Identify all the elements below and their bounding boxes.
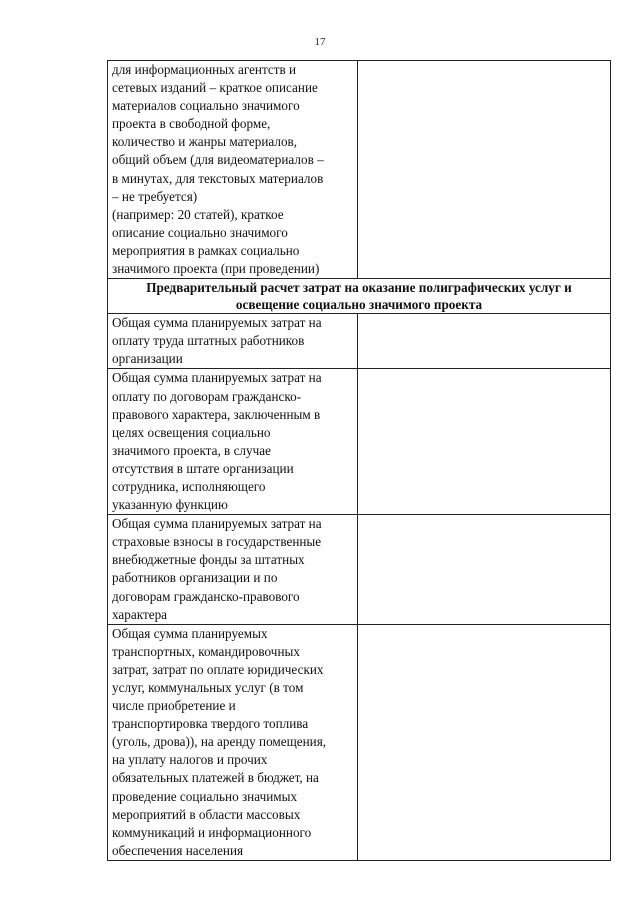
- row-label: Общая сумма планируемых затрат на оплату по договорам гражданско- правового характера, заключенным в целях освещения социально значимого проекта, в случае отсутствия в штате организации сотрудника, исполняющего указанную функцию: [108, 369, 358, 515]
- row-value-cell[interactable]: [358, 515, 611, 625]
- row-label: Общая сумма планируемых затрат на оплату труда штатных работников организации: [108, 314, 358, 369]
- row-value-cell[interactable]: [358, 61, 611, 279]
- table-row: [108, 624, 611, 860]
- section-header-row: [108, 279, 611, 314]
- table-row: [108, 61, 611, 279]
- row-label: Общая сумма планируемых транспортных, командировочных затрат, затрат по оплате юридических услуг, коммунальных услуг (в том числе приобретение и транспортировка твердого топлива (уголь, дрова)), на аренду помещения, на уплату налогов и прочих обязательных платежей в бюджет, на проведение социально значимых мероприятий в области массовых коммуникаций и информационного обеспечения населения: [108, 624, 358, 860]
- row-value-cell[interactable]: [358, 624, 611, 860]
- table-row: [108, 314, 611, 369]
- row-value-cell[interactable]: [358, 369, 611, 515]
- cost-table: [107, 60, 611, 861]
- row-value-cell[interactable]: [358, 314, 611, 369]
- section-header: Предварительный расчет затрат на оказание полиграфических услуг и освещение социально значимого проекта: [108, 279, 611, 314]
- row-label: Общая сумма планируемых затрат на страховые взносы в государственные внебюджетные фонды за штатных работников организации и по договорам гражданско-правового характера: [108, 515, 358, 625]
- page-number: 17: [314, 36, 326, 48]
- row-label: для информационных агентств и сетевых изданий – краткое описание материалов социально значимого проекта в свободной форме, количество и жанры материалов, общий объем (для видеоматериалов – в минутах, для текстовых материалов – не требуется) (например: 20 статей), краткое описание социально значимого мероприятия в рамках социально значимого проекта (при проведении): [108, 61, 358, 279]
- table-row: [108, 369, 611, 515]
- table-row: [108, 515, 611, 625]
